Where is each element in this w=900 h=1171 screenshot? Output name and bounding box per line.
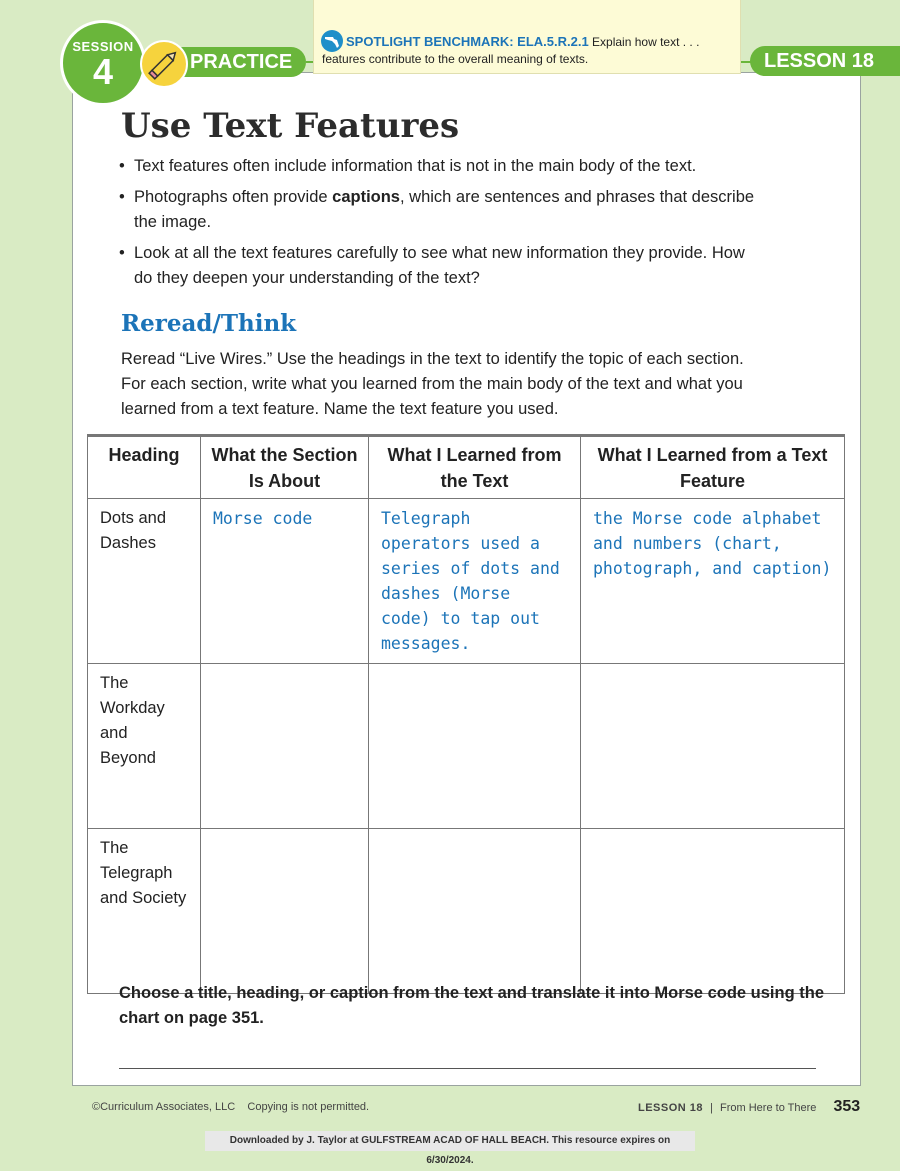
reread-instructions: Reread “Live Wires.” Use the headings in the text to identify the topic of each section. For each section, write what you learned from the main body of the text and what you learned from a text feature. Name the text feature you used. — [121, 350, 744, 418]
table-header-row — [88, 436, 845, 499]
answer-cell[interactable] — [201, 829, 369, 994]
answer-cell[interactable]: the Morse code alphabet and numbers (chart, photograph, and caption) — [581, 499, 845, 664]
pencil-icon — [140, 40, 188, 88]
tip-text: Photographs often provide — [134, 188, 333, 206]
page-title: Use Text Features — [121, 106, 460, 146]
list-item — [119, 185, 759, 235]
footer-lesson: LESSON 18 — [638, 1102, 704, 1114]
column-header-heading: Heading — [88, 436, 201, 499]
session-number: 4 — [92, 51, 114, 92]
answer-cell[interactable] — [369, 664, 581, 829]
column-header-from-feature: What I Learned from a Text Feature — [581, 436, 845, 499]
spotlight-benchmark-box — [313, 0, 741, 74]
row-heading-cell: Dots and Dashes — [88, 499, 201, 664]
florida-icon — [321, 30, 343, 52]
answer-cell[interactable] — [201, 664, 369, 829]
column-header-from-text: What I Learned from the Text — [369, 436, 581, 499]
captions-term: captions — [332, 188, 400, 206]
lesson-label: LESSON 18 — [750, 46, 900, 76]
tips-list — [119, 154, 759, 297]
practice-label: PRACTICE — [168, 47, 306, 77]
text-features-table — [87, 434, 845, 994]
table-row — [88, 829, 845, 994]
column-header-about: What the Section Is About — [201, 436, 369, 499]
table-row — [88, 664, 845, 829]
spotlight-text-end: features contribute to the overall meaning of texts. — [322, 52, 589, 66]
download-notice: Downloaded by J. Taylor at GULFSTREAM ACAD OF HALL BEACH. This resource expires on 6/30/2024. — [205, 1131, 695, 1151]
answer-cell[interactable] — [581, 829, 845, 994]
tip-text: , which are sentences and phrases that describe the image. — [134, 188, 755, 231]
spotlight-benchmark-code: SPOTLIGHT BENCHMARK: ELA.5.R.2.1 — [346, 34, 589, 49]
footer-copyright: ©Curriculum Associates, LLC Copying is not permitted. — [92, 1101, 370, 1113]
answer-cell[interactable]: Telegraph operators used a series of dots and dashes (Morse code) to tap out messages. — [369, 499, 581, 664]
row-heading-cell: The Telegraph and Society — [88, 829, 201, 994]
spotlight-text-start: Explain how text . . . — [592, 35, 700, 49]
answer-cell[interactable] — [369, 829, 581, 994]
reread-heading: Reread/Think — [121, 310, 297, 337]
morse-prompt: Choose a title, heading, or caption from the text and translate it into Morse code using the chart on page 351. — [119, 984, 824, 1027]
answer-line[interactable] — [119, 1068, 816, 1069]
footer-divider: | — [710, 1102, 713, 1114]
footer-unit-title: From Here to There — [720, 1102, 817, 1114]
table-row — [88, 499, 845, 664]
session-label: SESSION — [72, 39, 134, 54]
answer-cell[interactable] — [581, 664, 845, 829]
list-item: • Look at all the text features carefully to see what new information they provide. How do they deepen your understanding of the text? — [119, 241, 759, 291]
page-number: 353 — [833, 1098, 861, 1115]
list-item: • Text features often include information that is not in the main body of the text. — [119, 154, 759, 179]
row-heading-cell: The Workday and Beyond — [88, 664, 201, 829]
footer-info — [638, 1098, 860, 1116]
answer-cell[interactable]: Morse code — [201, 499, 369, 664]
session-badge — [60, 20, 146, 106]
